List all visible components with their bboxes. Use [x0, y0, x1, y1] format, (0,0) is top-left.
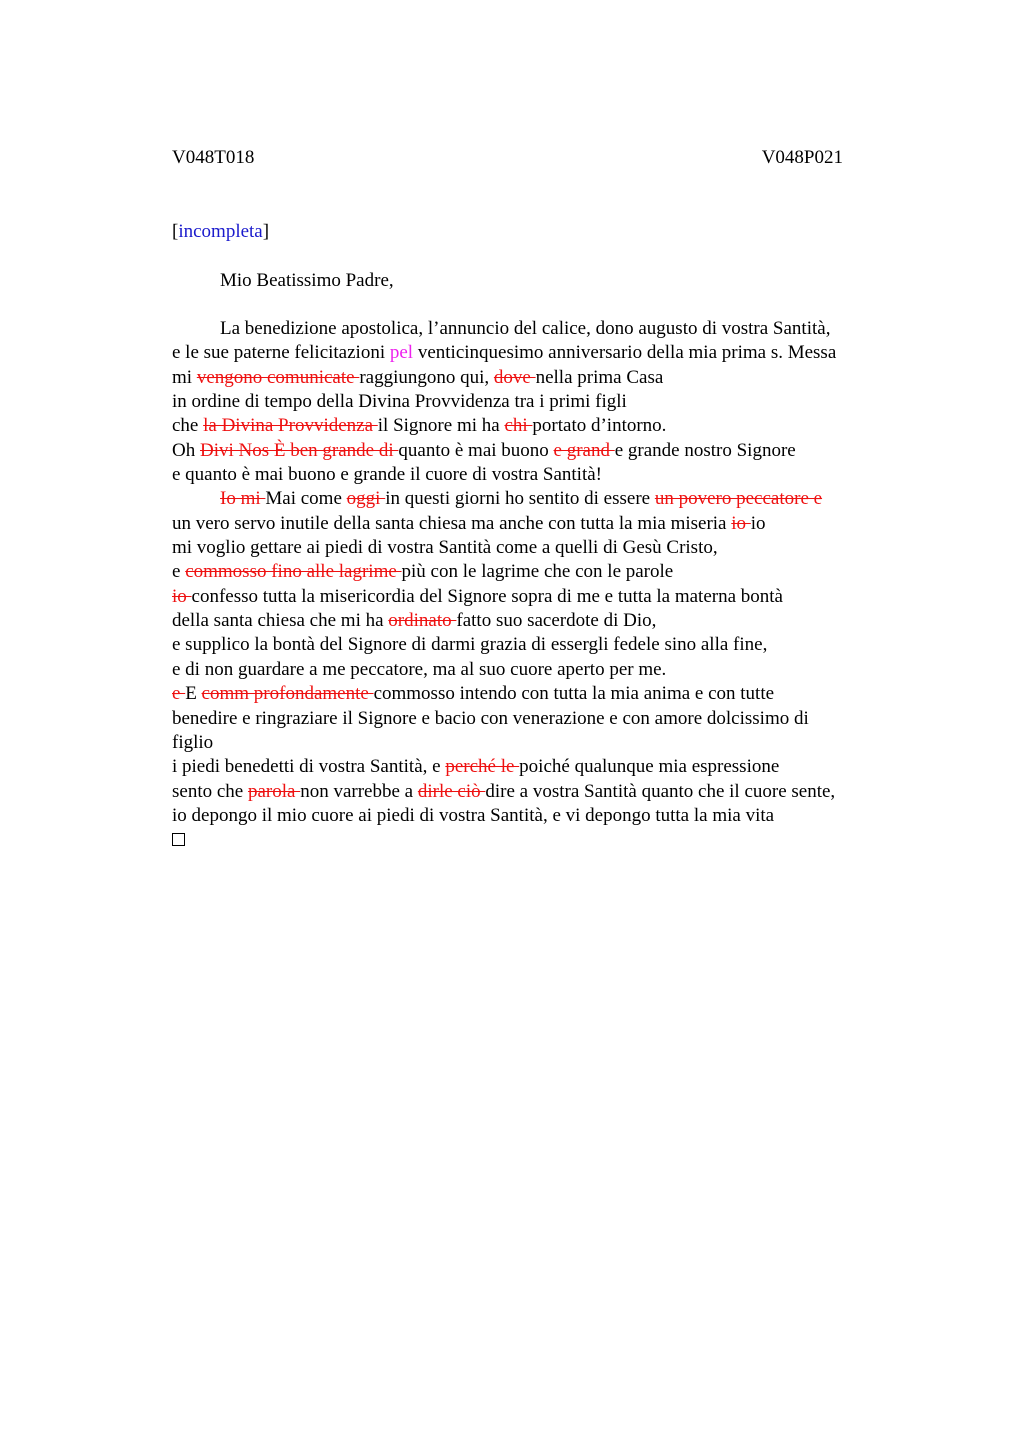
deleted-text: dirle ciò: [417, 780, 486, 802]
letter-line: [172, 390, 912, 414]
letter-line: [172, 536, 912, 560]
letter-line: [172, 341, 912, 365]
note-open-bracket: [: [172, 221, 179, 242]
deleted-text: dove: [493, 366, 536, 388]
text-segment: La benedizione apostolica, l’annuncio del calice, dono augusto di vostra Santità,: [220, 318, 831, 339]
letter-line: [172, 633, 912, 657]
letter-line: [172, 414, 912, 438]
status-note: [172, 220, 269, 244]
text-segment: più con le lagrime che con le parole: [401, 561, 674, 583]
text-segment: mi: [172, 366, 197, 388]
letter-line: [172, 585, 912, 609]
deleted-text: ordinato: [388, 610, 457, 632]
letter-line: [172, 317, 912, 341]
text-segment: E: [185, 683, 202, 705]
text-segment: poiché qualunque mia espressione: [519, 756, 780, 778]
text-segment: che: [172, 415, 204, 437]
text-segment: sento che: [172, 780, 248, 802]
deleted-text: io: [731, 512, 751, 534]
text-segment: venticinquesimo anniversario della mia prima s. Messa: [413, 342, 837, 364]
text-segment: della santa chiesa che mi ha: [172, 610, 389, 632]
document-id-right: V048P021: [761, 147, 843, 168]
letter-line: [172, 463, 912, 487]
variant-text: pel: [389, 342, 414, 364]
note-label-incompleta: incompleta: [178, 221, 263, 242]
letter-line: [172, 658, 912, 682]
deleted-text: commosso fino alle lagrime: [185, 561, 402, 583]
text-segment: raggiungono qui,: [359, 366, 494, 388]
text-segment: mi voglio gettare ai piedi di vostra Santità come a quelli di Gesù Cristo,: [172, 537, 718, 559]
letter-line: [172, 439, 912, 463]
deleted-text: e: [172, 683, 186, 705]
text-segment: io depongo il mio cuore ai piedi di vostra Santità, e vi depongo tutta la mia vita: [172, 804, 775, 826]
note-close-bracket: ]: [262, 221, 270, 242]
letter-line: [172, 780, 912, 804]
letter-body: [172, 317, 912, 853]
deleted-text: parola: [247, 780, 301, 802]
end-marker-line: [172, 828, 912, 852]
letter-line: [172, 487, 912, 511]
letter-line: [172, 731, 912, 755]
deleted-text: perché le: [445, 756, 520, 778]
letter-line: [172, 682, 912, 706]
letter-line: [172, 512, 912, 536]
deleted-text: Io mi: [220, 488, 266, 510]
text-segment: i piedi benedetti di vostra Santità, e: [172, 756, 446, 778]
text-segment: commosso intendo con tutta la mia anima e con tutte: [373, 683, 775, 705]
deleted-text: chi: [504, 415, 533, 437]
text-segment: un vero servo inutile della santa chiesa ma anche con tutta la mia miseria: [172, 512, 732, 534]
document-id-left: V048T018: [172, 147, 255, 168]
text-segment: figlio: [172, 731, 214, 753]
deleted-text: Divi Nos È ben grande di: [199, 439, 399, 461]
text-segment: e: [172, 561, 186, 583]
text-segment: confesso tutta la misericordia del Signore sopra di me e tutta la materna bontà: [191, 585, 783, 607]
deleted-text: oggi: [346, 488, 386, 510]
text-segment: il Signore mi ha: [377, 415, 505, 437]
text-segment: in questi giorni ho sentito di essere: [385, 488, 655, 510]
text-segment: portato d’intorno.: [532, 415, 667, 437]
letter-line: [172, 804, 912, 828]
letter-line: [172, 366, 912, 390]
text-segment: in ordine di tempo della Divina Provvidenza tra i primi figli: [172, 391, 627, 413]
deleted-text: vengono comunicate: [196, 366, 360, 388]
letter-line: [172, 560, 912, 584]
text-segment: Mai come: [265, 488, 347, 510]
text-segment: e quanto è mai buono e grande il cuore di vostra Santità!: [172, 464, 603, 486]
deleted-text: io: [172, 585, 192, 607]
deleted-text: comm profondamente: [201, 683, 374, 705]
text-segment: fatto suo sacerdote di Dio,: [456, 610, 657, 632]
deleted-text: e grand: [553, 439, 615, 461]
text-segment: Oh: [172, 439, 200, 461]
letter-line: [172, 755, 912, 779]
text-segment: benedire e ringraziare il Signore e bacio con venerazione e con amore dolcissimo di: [172, 707, 809, 729]
letter-line: [172, 707, 912, 731]
text-segment: e supplico la bontà del Signore di darmi grazia di essergli fedele sino alla fine,: [172, 634, 768, 656]
salutation: Mio Beatissimo Padre,: [220, 270, 394, 291]
text-segment: e di non guardare a me peccatore, ma al suo cuore aperto per me.: [172, 658, 667, 680]
deleted-text: la Divina Provvidenza: [203, 415, 378, 437]
deleted-text: un povero peccatore e: [654, 488, 823, 510]
text-segment: non varrebbe a: [300, 780, 418, 802]
text-segment: quanto è mai buono: [398, 439, 554, 461]
text-segment: e le sue paterne felicitazioni: [172, 342, 390, 364]
text-segment: nella prima Casa: [535, 366, 664, 388]
letter-line: [172, 609, 912, 633]
text-segment: e grande nostro Signore: [614, 439, 796, 461]
text-segment: io: [750, 512, 766, 534]
text-segment: dire a vostra Santità quanto che il cuore sente,: [485, 780, 836, 802]
empty-box-icon: [172, 833, 185, 846]
